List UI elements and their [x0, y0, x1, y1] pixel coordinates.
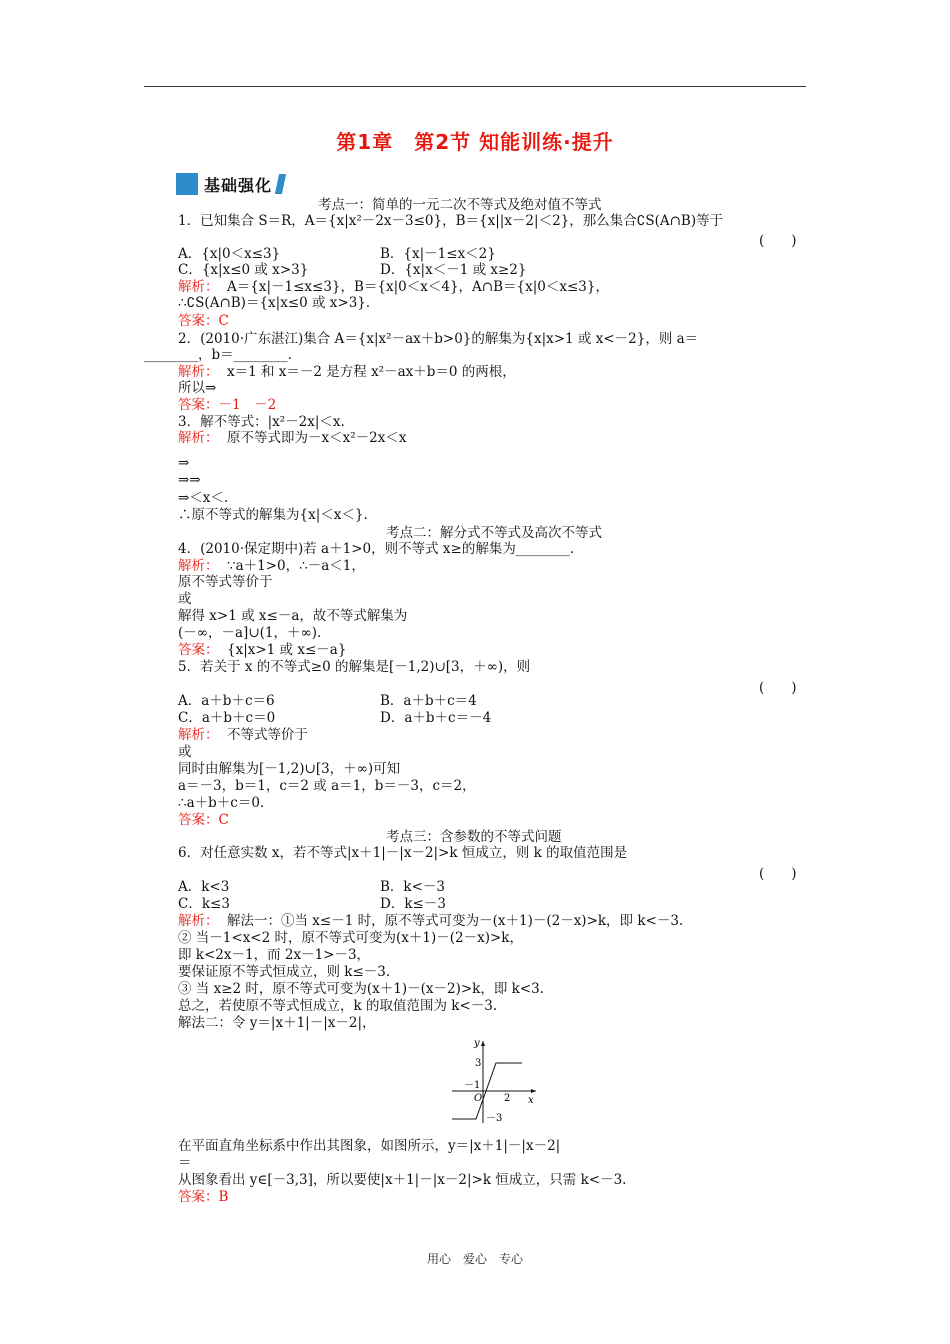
text-line: C．{x|x≤0 或 x>3} — [178, 262, 309, 278]
text-line: ∵a＋1>0，∴－a＜1， — [227, 558, 365, 574]
badge-tail-icon — [275, 174, 286, 194]
text-line: 解析： — [178, 430, 219, 446]
text-line: 4．(2010·保定期中)若 a＋1>0，则不等式 x≥的解集为________. — [178, 541, 575, 557]
text-line: ∴a＋b＋c＝0. — [178, 795, 265, 811]
answer-bracket: ( ) — [759, 866, 797, 882]
graph-label-origin: O — [474, 1093, 483, 1104]
text-line: x＝1 和 x＝－2 是方程 x²－ax＋b＝0 的两根， — [227, 364, 516, 380]
text-line: ⇒ — [178, 455, 190, 471]
text-line: a＝－3，b＝1，c＝2 或 a＝1，b＝－3，c＝2， — [178, 778, 476, 794]
text-line: 从图象看出 y∈[－3,3]，所以要使|x＋1|－|x－2|>k 恒成立，只需 k<－3. — [178, 1172, 627, 1188]
answer-bracket: ( ) — [759, 233, 797, 249]
badge-square-icon — [176, 173, 198, 195]
graph-label-2: 2 — [504, 1093, 511, 1104]
graph-label-neg1: －1 — [464, 1080, 481, 1091]
text-line: 答案：C — [178, 313, 229, 329]
text-line: 考点二：解分式不等式及高次不等式 — [386, 525, 602, 541]
text-line: B．a＋b＋c＝4 — [380, 693, 477, 709]
text-line: A＝{x|－1≤x≤3}，B＝{x|0＜x＜4}，A∩B＝{x|0＜x≤3}， — [227, 279, 609, 295]
text-line: B．k<－3 — [380, 879, 446, 895]
text-line: A．{x|0＜x≤3} — [178, 246, 281, 262]
text-line: ⇒⇒ — [178, 472, 201, 488]
graph-y-arrow-icon — [481, 1041, 485, 1046]
text-line: 原不等式即为－x＜x²－2x＜x — [227, 430, 407, 446]
text-line: ③ 当 x≥2 时，原不等式可变为(x＋1)－(x－2)>k，即 k<3. — [178, 981, 545, 997]
text-line: ∴∁S(A∩B)＝{x|x≤0 或 x>3}． — [178, 295, 380, 311]
text-line: 3．解不等式：|x²－2x|＜x. — [178, 414, 345, 430]
text-line: 考点一：简单的一元二次不等式及绝对值不等式 — [318, 197, 602, 213]
function-graph — [448, 1037, 540, 1127]
text-line: 答案：－1 －2 — [178, 397, 277, 413]
text-line: 答案：B — [178, 1189, 229, 1205]
text-line: 考点三：含参数的不等式问题 — [386, 829, 562, 845]
text-line: ⇒＜x＜. — [178, 490, 229, 506]
text-line: ② 当－1<x<2 时，原不等式可变为(x＋1)－(2－x)>k， — [178, 930, 523, 946]
graph-x-arrow-icon — [531, 1089, 536, 1093]
text-line: (－∞，－a]∪(1，＋∞). — [178, 625, 322, 641]
text-line: 解法二：令 y＝|x＋1|－|x－2|， — [178, 1015, 376, 1031]
text-line: C．a＋b＋c＝0 — [178, 710, 276, 726]
text-line: C．k≤3 — [178, 896, 230, 912]
graph-label-3: 3 — [475, 1058, 482, 1069]
text-line: 答案：C — [178, 812, 229, 828]
section-badge-label: 基础强化 — [204, 175, 273, 195]
text-line: 5．若关于 x 的不等式≥0 的解集是[－1,2)∪[3，＋∞)，则 — [178, 659, 531, 675]
text-line: 6．对任意实数 x，若不等式|x＋1|－|x－2|>k 恒成立，则 k 的取值范围是 — [178, 845, 628, 861]
text-line: A．k<3 — [178, 879, 230, 895]
graph-label-neg3: －3 — [486, 1113, 503, 1124]
text-line: ∴原不等式的解集为{x|＜x＜}. — [178, 507, 368, 523]
text-line: {x|x>1 或 x≤－a} — [227, 642, 347, 658]
text-line: 所以⇒ — [178, 380, 217, 396]
text-line: 答案： — [178, 642, 219, 658]
text-line: 解析： — [178, 364, 219, 380]
graph-label-x: x — [528, 1095, 534, 1106]
text-line: 要保证原不等式恒成立，则 k≤－3. — [178, 964, 391, 980]
text-line: 原不等式等价于 — [178, 574, 273, 590]
text-line: 解析： — [178, 558, 219, 574]
text-line: 解得 x>1 或 x≤－a，故不等式解集为 — [178, 608, 408, 624]
section-badge — [176, 173, 284, 195]
text-line: 不等式等价于 — [227, 727, 308, 743]
footer: 用心 爱心 专心 — [426, 1252, 523, 1266]
text-line: ________，b＝________. — [144, 347, 292, 363]
text-line: D．a＋b＋c＝－4 — [380, 710, 492, 726]
text-line: 即 k<2x－1，而 2x－1>－3， — [178, 947, 371, 963]
text-line: 2．(2010·广东湛江)集合 A＝{x|x²－ax＋b>0}的解集为{x|x>1 或 x<－2}，则 a＝ — [178, 331, 699, 347]
answer-bracket: ( ) — [759, 680, 797, 696]
text-line: D．{x|x＜－1 或 x≥2} — [380, 262, 527, 278]
text-line: 解析： — [178, 913, 219, 929]
text-line: A．a＋b＋c＝6 — [178, 693, 275, 709]
text-line: 解析： — [178, 727, 219, 743]
text-line: 1．已知集合 S＝R，A＝{x|x²－2x－3≤0}，B＝{x||x－2|＜2}，那么集合∁S(A∩B)等于 — [178, 213, 724, 229]
page-title: 第1章 第2节 知能训练·提升 — [336, 130, 614, 154]
text-line: 解法一：①当 x≤－1 时，原不等式可变为－(x＋1)－(2－x)>k，即 k<－3. — [227, 913, 684, 929]
text-line: D．k≤－3 — [380, 896, 446, 912]
text-line: 解析： — [178, 279, 219, 295]
text-line: 或 — [178, 744, 192, 760]
text-line: 总之，若使原不等式恒成立，k 的取值范围为 k<－3. — [178, 998, 498, 1014]
text-line: 或 — [178, 591, 192, 607]
text-line: B．{x|－1≤x＜2} — [380, 246, 496, 262]
header-rule — [144, 86, 806, 87]
text-line: 同时由解集为[－1,2)∪[3，＋∞)可知 — [178, 761, 401, 777]
graph-label-y: y — [474, 1038, 480, 1049]
text-line: 在平面直角坐标系中作出其图象，如图所示，y＝|x＋1|－|x－2| — [178, 1138, 561, 1154]
text-line: ＝ — [178, 1155, 192, 1171]
